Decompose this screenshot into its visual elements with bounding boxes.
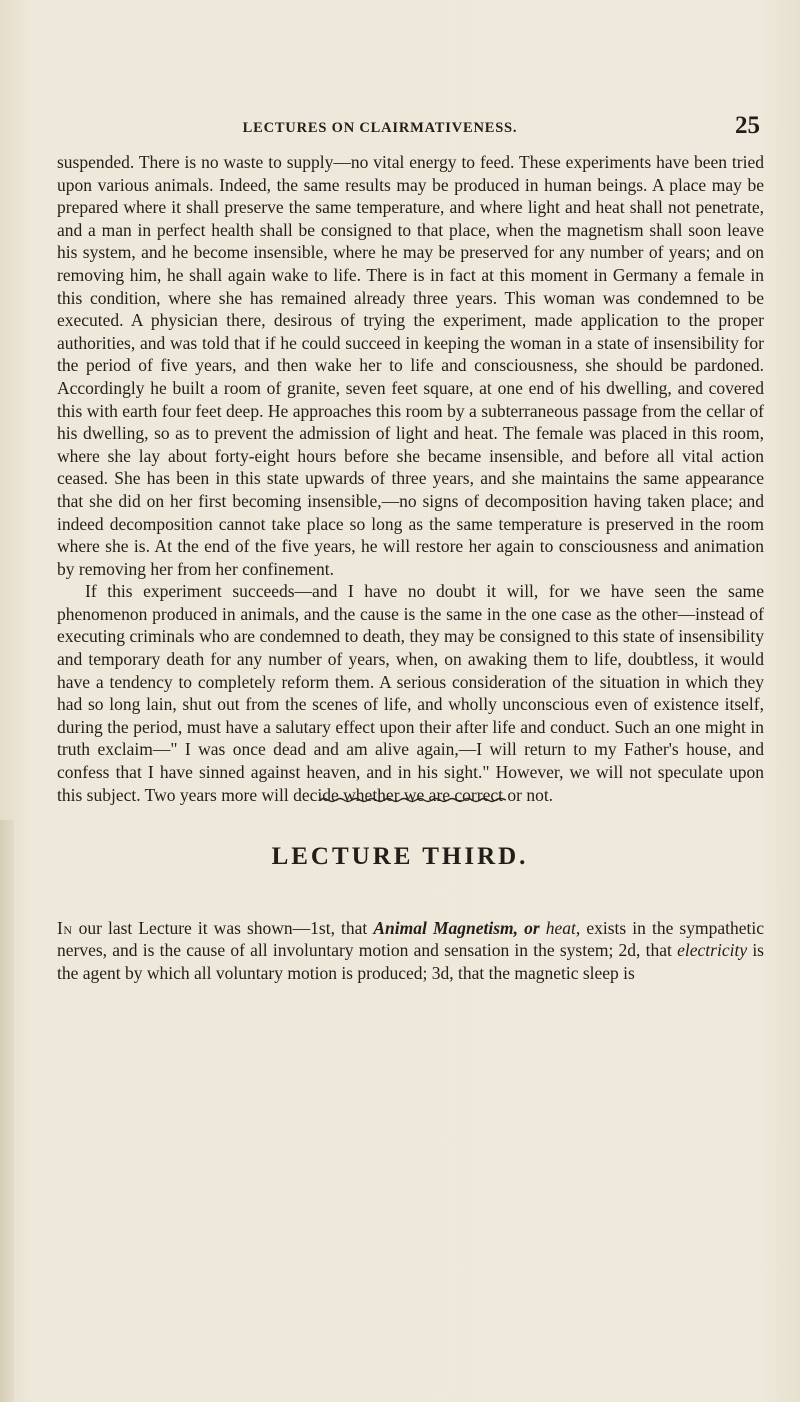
paragraph: suspended. There is no waste to supply—no vital energy to feed. These experiments have been tried upon various animals. Indeed, the same results may be produced in human beings. A place may be prepared where it shall preserve the same temperature, and where light and heat shall not penetrate, and a man in perfect health shall be consigned to that place, when the magnetism shall soon leave his system, and he become insensible, where he may be preserved for any number of years; and on removing him, he shall again wake to life. There is in fact at this moment in Germany a female in this condition, where she has remained already three years. This woman was condemned to be executed. A physician there, desirous of trying the experiment, made application to the proper authorities, and was told that if he could succeed in keeping the woman in a state of insensibility for the period of five years, and then wake her to life and consciousness, she should be pardoned. Accordingly he built a room of granite, seven feet square, at one end of his dwelling, and covered this with earth four feet deep. He approaches this room by a subterraneous passage from the cellar of his dwelling, so as to prevent the admission of light and heat. The female was placed in this room, where she lay about forty-eight hours before she became insensible, and before all vital action ceased. She has been in this state upwards of three years, and she maintains the same appearance that she did on her first becoming insensible,—no signs of decomposition having taken place; and indeed decomposition cannot take place so long as the same temperature is preserved in the room where she is. At the end of the five years, he will restore her again to consciousness and animation by removing her from her confinement. [57, 152, 764, 579]
lecture-text-part: , exists in the sympathetic nerves, and is the cause of all involuntary motion and sensation in the system; 2d, that [57, 917, 764, 961]
emphasis-electricity: electricity [677, 940, 748, 961]
emphasis-animal-magnetism: Animal Magnetism, or [373, 917, 540, 938]
paragraph: If this experiment succeeds—and I have no doubt it will, for we have seen the same phenomenon produced in animals, and the cause is the same in the one case as the other—instead of executing criminals who are condemned to death, they may be consigned to this state of insensibility and temporary death for any number of years, when, on awaking them to life, doubtless, it would have a tendency to completely reform them. A serious consideration of the situation in which they had so long lain, shut out from the scenes of life, and wholly unconscious even of existence itself, during the period, must have a salutary effect upon their after life and conduct. Such an one might in truth exclaim—" I was once dead and am alive again,—I will return to my Father's house, and confess that I have sinned against heaven, and in his sight." However, we will not speculate upon this subject. Two years more will decide whether we are correct or not. [57, 581, 764, 805]
lecture-heading: LECTURE THIRD. [271, 843, 529, 870]
lecture-text-part: our last Lecture it was shown—1st, that [72, 917, 374, 938]
body-text [57, 151, 764, 806]
section-divider [320, 797, 506, 803]
lead-word: In [57, 917, 73, 938]
emphasis-heat: heat [545, 917, 576, 938]
lecture-paragraph [57, 917, 764, 985]
running-head: LECTURES ON CLAIRMATIVENESS. [242, 120, 518, 136]
page-edge-shadow [0, 820, 14, 1402]
page-header [60, 112, 760, 144]
page-number: 25 [735, 112, 760, 139]
lecture-text-part: is the agent by which all voluntary motion is produced; 3d, that the magnetic sleep is [57, 940, 764, 983]
